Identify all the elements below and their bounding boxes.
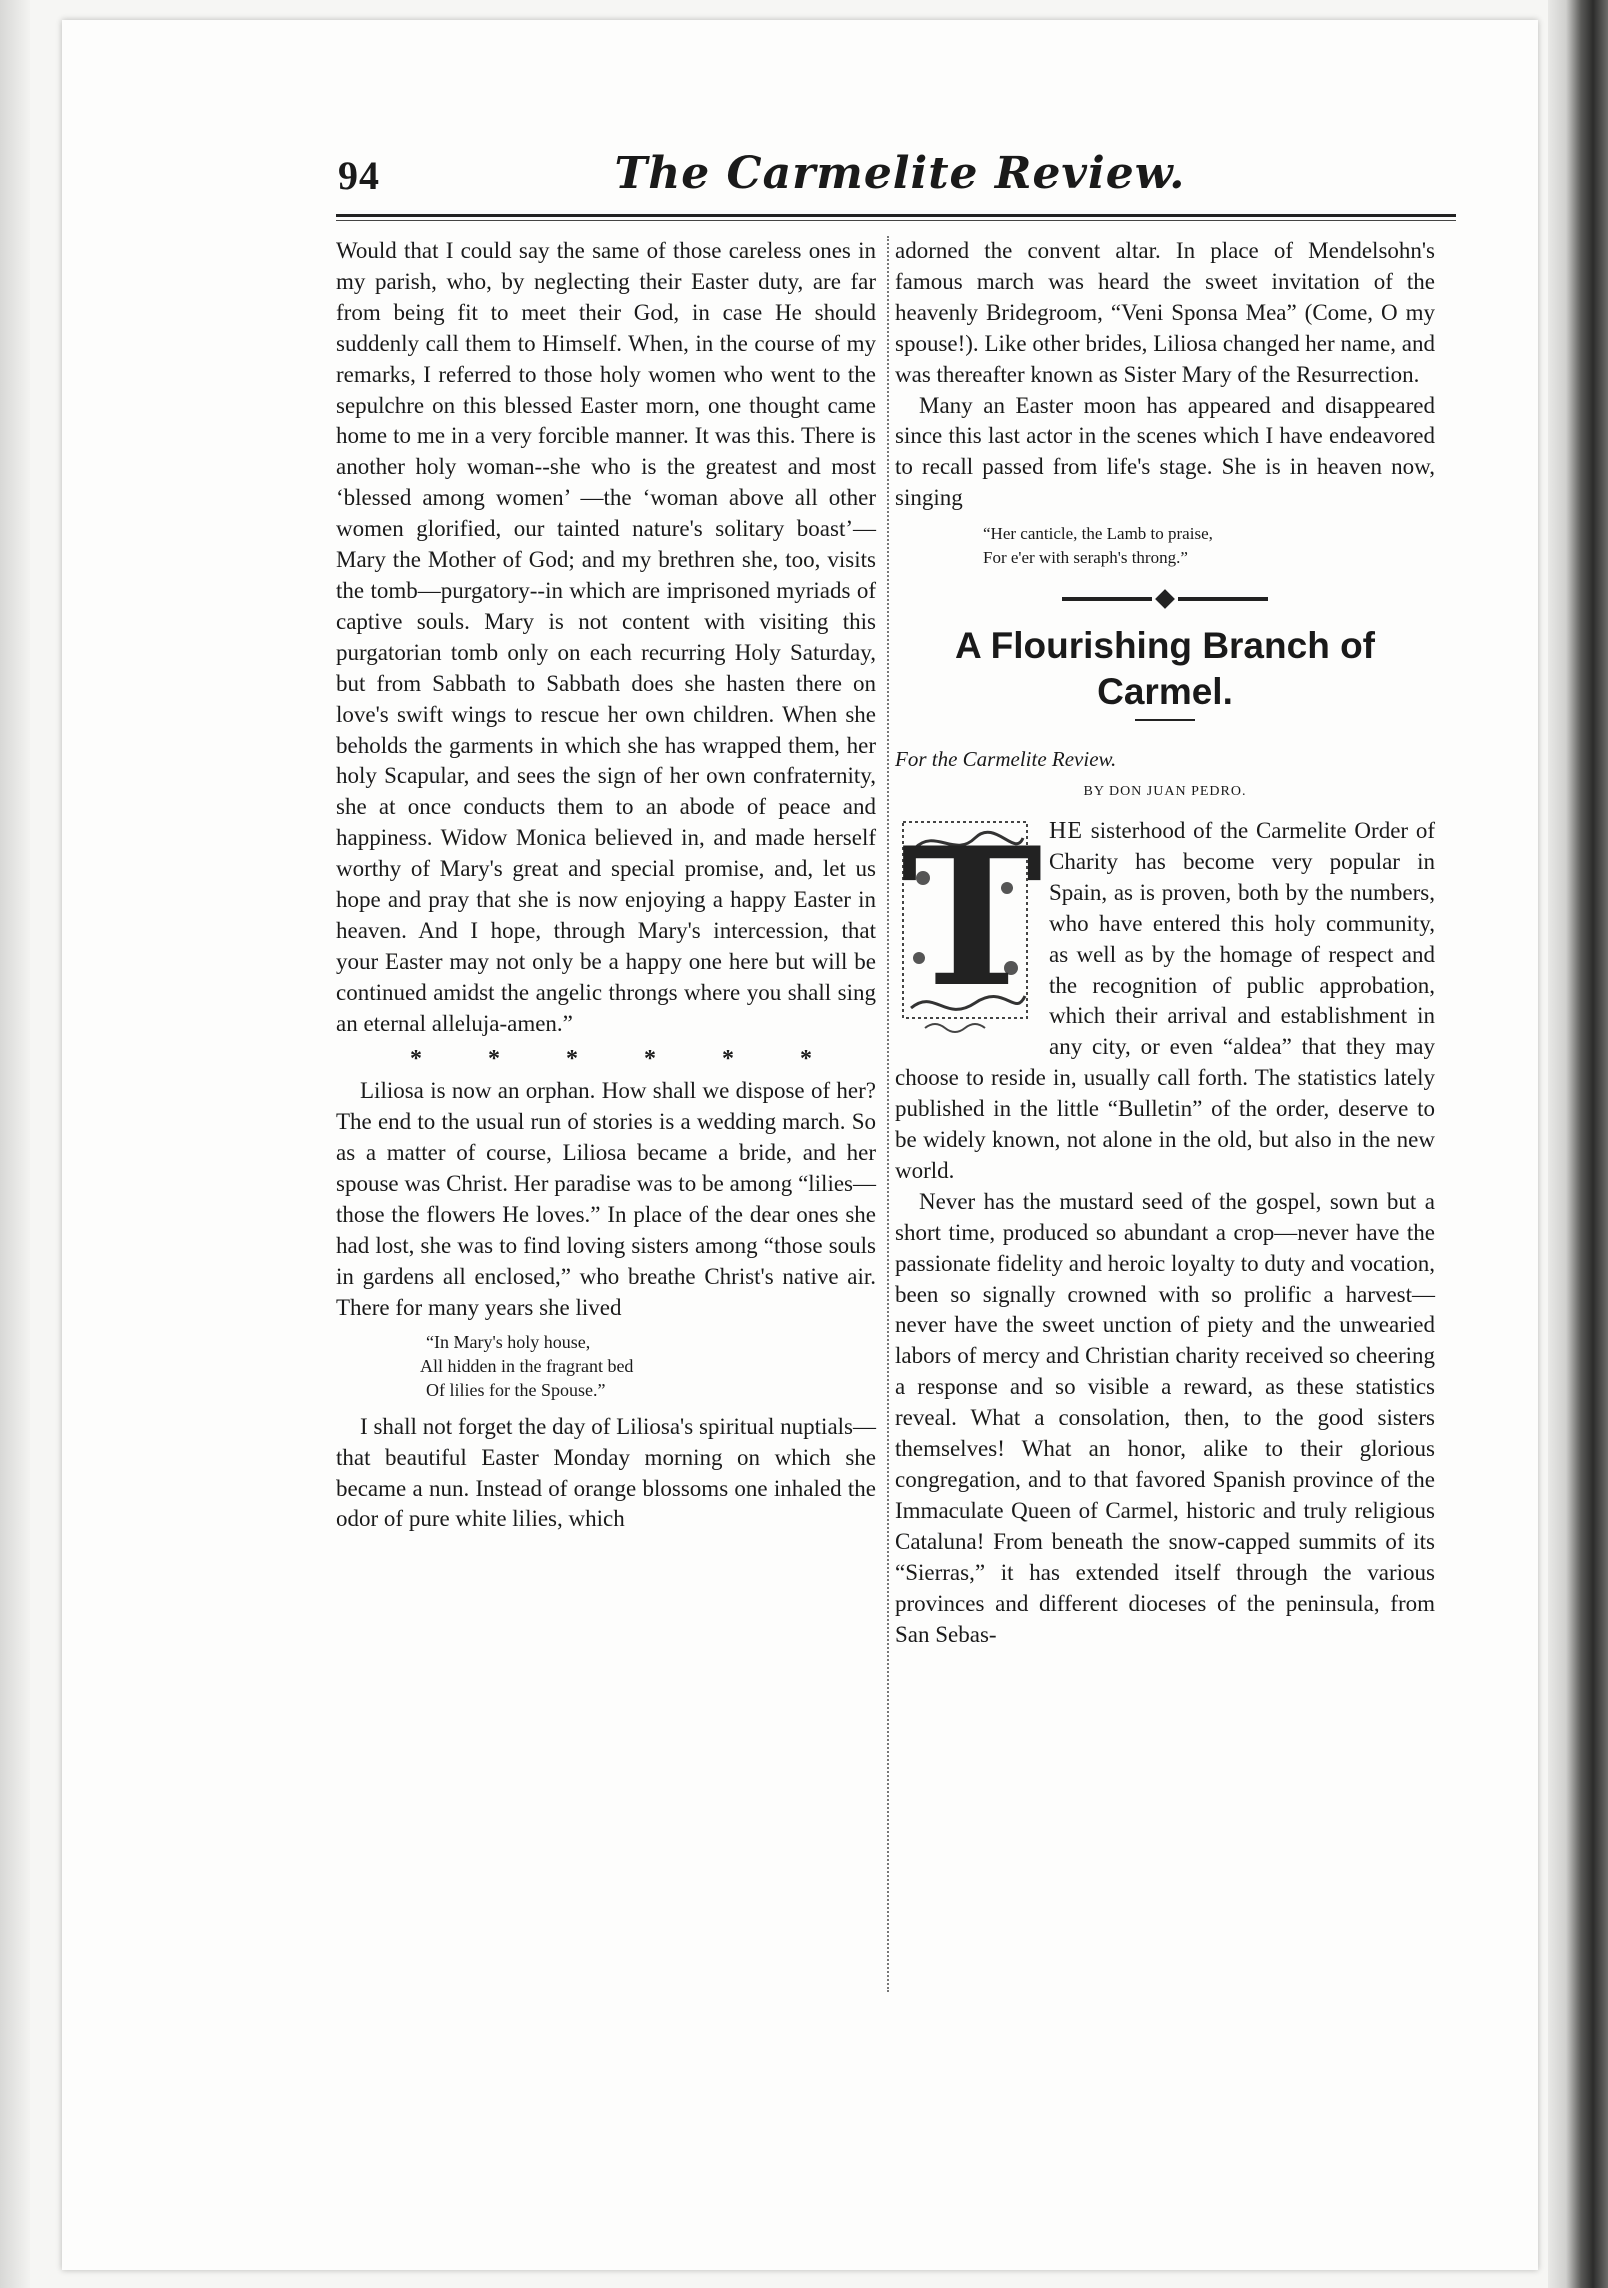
right-paragraph-4: Never has the mustard seed of the gospel, sown but a short time, produced so abundant a crop—never have the passionate fidelity and heroic loyalty to duty and vocation, been so signally crowned with so prolific a harvest—never have the sweet unction of piety and the unwearied labors of mercy and Christian charity received so cheering a response and so visible a reward, as these statistics reveal. What a consolation, then, to the good sisters themselves! What an honor, alike to their glorious congregation, and to that favored Spanish province of the Immaculate Queen of Carmel, historic and truly religious Cataluna! From beneath the snow-capped summits of its “Sierras,” it has extended itself through the various provinces and different dioceses of the peninsula, from San Sebas- xyxy=(895,1188,1435,1647)
left-paragraph-1: Would that I could say the same of those careless ones in my parish, who, by neglecting their Easter duty, are far from being fit to meet their God, in case He should suddenly call them to Himself. When, in the course of my remarks, I referred to those holy women who went to the sepulchre on this blessed Easter morn, one thought came home to me in a very forcible manner. It was this. There is another holy woman--she who is the greatest and most ‘blessed among women’ —the ‘woman above all other women glorified, our tainted nature's solitary boast’—Mary the Mother of God; and my brethren she, too, visits the tomb—purgatory--in which are imprisoned myriads of captive souls. Mary is not content with visiting this purgatorian tomb only on each recurring Holy Saturday, but from Sabbath to Sabbath does she hasten there on love's swift wings to rescue her own children. When she beholds the garments in which she has wrapped them, her holy Scapular, and sees the sign of her own confraternity, she at once conducts them to an abode of peace and happiness. Widow Monica believed in, and made herself worthy of Mary's great and special promise, and, let us hope and pray that she is now enjoying a happy Easter in heaven. And I hope, through Mary's intercession, that your Easter may not only be a happy one here but will be continued amidst the angelic throngs where you shall sing an eternal alleluja-amen.” xyxy=(336,238,876,1036)
book-binding xyxy=(1548,0,1608,2288)
ornament-bar xyxy=(1062,597,1152,601)
column-divider xyxy=(887,236,889,1992)
right-verse xyxy=(983,522,1435,570)
left-column xyxy=(336,236,876,1535)
ornate-dropcap xyxy=(895,805,1043,1038)
running-header xyxy=(270,142,1450,212)
right-paragraph-2: Many an Easter moon has appeared and disappeared since this last actor in the scenes which I have endeavored to recall passed from life's stage. She is in heaven now, singing xyxy=(895,392,1435,511)
article-title: A Flourishing Branch of Carmel. xyxy=(954,625,1375,713)
left-verse xyxy=(420,1330,876,1402)
verse-line: All hidden in the fragrant bed xyxy=(420,1355,634,1376)
verse-line: Of lilies for the Spouse.” xyxy=(426,1379,606,1400)
for-line: For the Carmelite Review. xyxy=(895,747,1117,772)
journal-title: The Carmelite Review. xyxy=(614,148,1186,199)
left-paragraph-3: I shall not forget the day of Liliosa's spiritual nuptials—that beautiful Easter Monday morning on which she became a nun. Instead of orange blossoms one inhaled the odor of pure white lilies, which xyxy=(336,1413,876,1532)
ornament-diamond xyxy=(1155,589,1175,609)
section-break-stars: * * * * * * xyxy=(410,1045,842,1072)
page-number: 94 xyxy=(338,153,380,198)
verse-line: “Her canticle, the Lamb to praise, xyxy=(983,524,1213,544)
verse-line: For e'er with seraph's throng.” xyxy=(983,548,1188,568)
header-rule xyxy=(336,214,1456,221)
byline: BY DON JUAN PEDRO. xyxy=(1083,784,1247,800)
verse-line: “In Mary's holy house, xyxy=(426,1331,591,1352)
right-paragraph-3-text: sisterhood of the Carmelite Order of Charity has become very popular in Spain, as is proven, both by the numbers, who have entered this holy community, as well as by the homage of respect and the recognition of public approbation, which their arrival and establishment in any city, or even “aldea” that they may choose to reside in, usually call forth. The statistics lately published in the little “Bulletin” of the order, deserve to be widely known, not alone in the old, but also in the new world. xyxy=(895,817,1436,1183)
left-paragraph-2: Liliosa is now an orphan. How shall we dispose of her? The end to the usual run of stories is a wedding march. So as a matter of course, Liliosa became a bride, and her spouse was Christ. Her paradise was to be among “lilies—those the flowers He loves.” In place of the dear ones she had lost, she was to find loving sisters among “those souls in gardens all enclosed,” who breathe Christ's native air. There for many years she lived xyxy=(336,1078,876,1320)
ornamental-divider xyxy=(895,582,1435,613)
dropcap-letter: T xyxy=(901,805,1043,1029)
right-column xyxy=(895,236,1435,1650)
title-rule xyxy=(1135,719,1195,721)
article-body xyxy=(895,805,1436,1650)
ornament-bar xyxy=(1178,597,1268,601)
dropcap-continuation: HE xyxy=(1049,817,1083,844)
scan-edge xyxy=(0,0,30,2288)
right-paragraph-1: adorned the convent altar. In place of Mendelsohn's famous march was heard the sweet invitation of the heavenly Bridegroom, “Veni Sponsa Mea” (Come, O my spouse!). Like other brides, Liliosa changed her name, and was thereafter known as Sister Mary of the Resurrection. xyxy=(895,238,1435,387)
